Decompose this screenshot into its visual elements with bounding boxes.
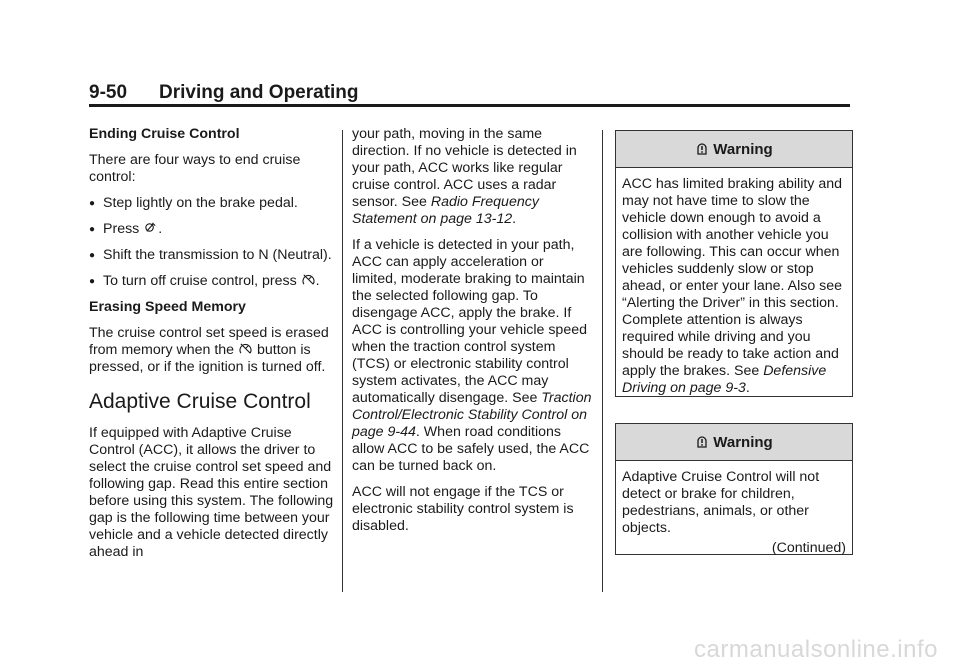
warning-title: Warning <box>713 140 773 158</box>
paragraph: your path, moving in the same direction. If no vehicle is detected in your path, ACC works like regular cruise control. ACC uses a radar sensor. See Radio Frequency Statement on page 13-12. <box>352 126 577 227</box>
chapter-title: Driving and Operating <box>159 82 359 103</box>
section-subheading: Ending Cruise Control <box>89 126 240 142</box>
list-item: ● Press . <box>89 221 163 237</box>
bullet-list <box>89 195 337 290</box>
warning-icon <box>695 435 709 449</box>
continued-label: (Continued) <box>771 540 846 556</box>
warning-icon <box>695 142 709 156</box>
list-item-text: To turn off cruise control, press <box>103 273 297 289</box>
paragraph: If a vehicle is detected in your path, ACC can apply acceleration or limited, moderate braking to maintain the selected following gap. To disengage ACC, apply the brake. If ACC is controlling your vehicle speed when the traction control system (TCS) or electronic stability control system activates, the ACC may automatically disengage. See Traction Control/Electronic Stability Control on page 9-44. When road conditions allow ACC to be safely used, the ACC can be turned back on. <box>352 237 592 474</box>
paragraph: There are four ways to end cruise control: <box>89 152 301 185</box>
cross-reference: Traction Control/Electronic Stability Control on page 9-44 <box>352 390 592 440</box>
column-divider <box>342 130 343 592</box>
warning-body: Adaptive Cruise Control will not detect or brake for children, pedestrians, animals, or other objects. (Continued) <box>622 469 846 556</box>
bullet-icon: ● <box>89 276 96 287</box>
list-item-text: Shift the transmission to N (Neutral). <box>103 247 332 263</box>
header-rule <box>89 104 850 107</box>
list-item: ● To turn off cruise control, press . <box>89 273 320 289</box>
list-item <box>89 195 337 212</box>
cruise-off-icon <box>239 342 252 355</box>
warning-header <box>616 424 852 461</box>
warning-body: ACC has limited braking ability and may not have time to slow the vehicle down enough to avoid a collision with another vehicle you are following. This can occur when vehicles suddenly slow or stop ahead, or enter your lane. Also see “Alerting the Driver” in this section. Complete attention is always required while driving and you should be ready to take action and apply the brakes. See Defensive Driving on page 9-3. <box>622 176 843 396</box>
cross-reference: Radio Frequency Statement on page 13-12 <box>352 194 539 227</box>
section-heading: Adaptive Cruise Control <box>89 390 311 413</box>
cancel-cruise-icon <box>144 221 157 234</box>
section-subheading: Erasing Speed Memory <box>89 299 246 315</box>
column-divider <box>602 130 603 592</box>
page-header <box>89 82 849 112</box>
cross-reference: Defensive Driving on page 9-3 <box>622 363 827 396</box>
list-item-text: Press <box>103 221 140 237</box>
paragraph: The cruise control set speed is erased from memory when the button is pressed, or if the ignition is turned off. <box>89 325 329 375</box>
bullet-icon: ● <box>89 224 96 235</box>
bullet-icon: ● <box>89 250 96 261</box>
left-column <box>89 126 337 570</box>
bullet-icon: ● <box>89 198 96 209</box>
paragraph: ACC will not engage if the TCS or electronic stability control system is disabled. <box>352 484 574 534</box>
watermark: carmanualsonline.info <box>694 636 938 663</box>
page-number: 9-50 <box>89 82 128 103</box>
list-item-text: Step lightly on the brake pedal. <box>103 195 298 211</box>
cruise-off-icon <box>302 273 315 286</box>
warning-box <box>615 130 853 397</box>
list-item <box>89 247 337 264</box>
middle-column <box>352 126 592 544</box>
warning-box <box>615 423 853 555</box>
warning-header <box>616 131 852 168</box>
warning-title: Warning <box>713 433 773 451</box>
paragraph: If equipped with Adaptive Cruise Control (ACC), it allows the driver to select the cruise control set speed and following gap. Read this entire section before using this system. The following gap is the following time between your vehicle and a vehicle detected directly ahead in <box>89 425 334 560</box>
